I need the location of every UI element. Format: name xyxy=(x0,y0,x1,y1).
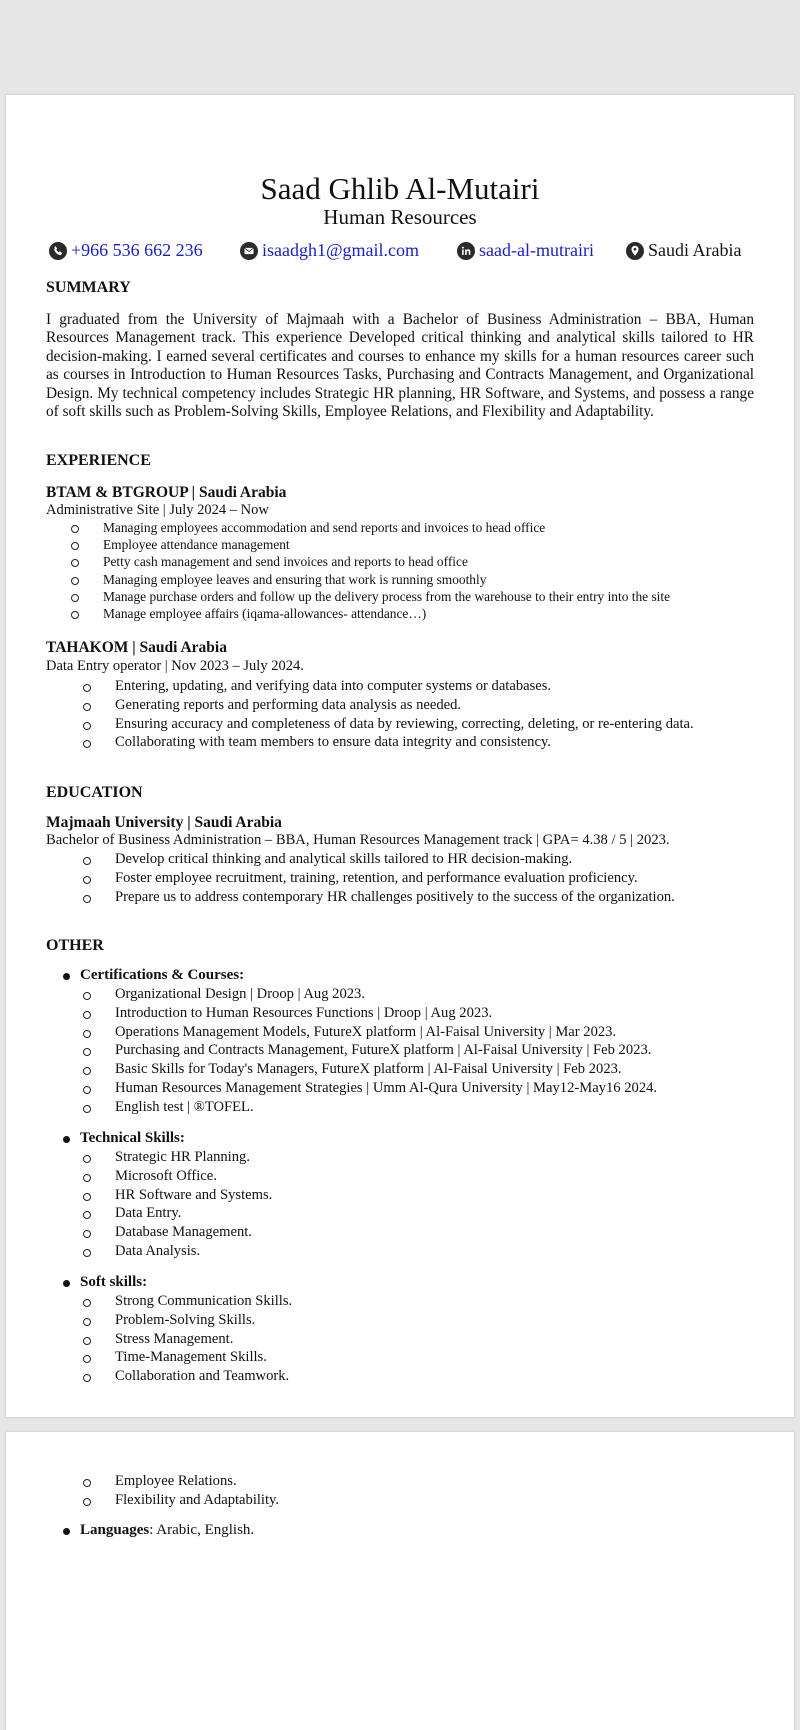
languages-line xyxy=(64,1522,255,1539)
education-heading: EDUCATION xyxy=(46,784,143,801)
education-degree: Bachelor of Business Administration – BBA, Human Resources Management track | GPA= 4.38 / 5 | 2023. xyxy=(46,832,670,848)
list-item: Employee Relations. xyxy=(81,1472,781,1491)
contact-phone[interactable] xyxy=(49,240,203,261)
contact-linkedin[interactable] xyxy=(457,240,594,261)
candidate-name: Saad Ghlib Al-Mutairi xyxy=(260,171,540,206)
job-2-duties xyxy=(81,677,781,752)
list-item: Data Analysis. xyxy=(81,1242,781,1261)
location-text: Saudi Arabia xyxy=(648,240,742,260)
phone-icon xyxy=(49,242,67,260)
list-item: Collaborating with team members to ensure data integrity and consistency. xyxy=(81,733,781,752)
contact-email[interactable] xyxy=(240,240,419,261)
education-outcomes xyxy=(81,850,781,906)
list-item: Stress Management. xyxy=(81,1330,781,1349)
list-item: Operations Management Models, FutureX platform | Al-Faisal University | Mar 2023. xyxy=(81,1023,781,1042)
list-item: Purchasing and Contracts Management, FutureX platform | Al-Faisal University | Feb 2023. xyxy=(81,1041,781,1060)
list-item: Managing employees accommodation and send reports and invoices to head office xyxy=(69,519,769,536)
list-item: Prepare us to address contemporary HR challenges positively to the success of the organization. xyxy=(81,888,781,907)
linkedin-link[interactable]: saad-al-mutrairi xyxy=(479,240,594,260)
experience-heading: EXPERIENCE xyxy=(46,452,151,469)
soft-skills-list xyxy=(81,1292,781,1386)
languages-label: Languages xyxy=(80,1522,150,1538)
job-1-org: BTAM & BTGROUP | Saudi Arabia xyxy=(46,484,287,501)
resume-page-1 xyxy=(6,95,794,1417)
list-item: Collaboration and Teamwork. xyxy=(81,1367,781,1386)
email-link[interactable]: isaadgh1@gmail.com xyxy=(262,240,420,260)
list-item: Develop critical thinking and analytical skills tailored to HR decision-making. xyxy=(81,850,781,869)
list-item: Managing employee leaves and ensuring that work is running smoothly xyxy=(69,571,769,588)
technical-skills-label: Technical Skills: xyxy=(64,1130,169,1147)
job-1-duties xyxy=(69,519,769,622)
list-item: HR Software and Systems. xyxy=(81,1186,781,1205)
list-item: Organizational Design | Droop | Aug 2023. xyxy=(81,985,781,1004)
list-item: Introduction to Human Resources Functions | Droop | Aug 2023. xyxy=(81,1004,781,1023)
job-2-role: Data Entry operator | Nov 2023 – July 2024. xyxy=(46,658,304,674)
candidate-title: Human Resources xyxy=(323,205,477,229)
languages-value: : Arabic, English. xyxy=(149,1522,255,1538)
soft-skills-list-continued xyxy=(81,1472,781,1510)
list-item: Entering, updating, and verifying data into computer systems or databases. xyxy=(81,677,781,696)
job-1-role: Administrative Site | July 2024 – Now xyxy=(46,502,269,518)
list-item: Petty cash management and send invoices and reports to head office xyxy=(69,553,769,570)
email-icon xyxy=(240,242,258,260)
list-item: Microsoft Office. xyxy=(81,1167,781,1186)
list-item: Data Entry. xyxy=(81,1204,781,1223)
list-item: Generating reports and performing data analysis as needed. xyxy=(81,696,781,715)
summary-text: I graduated from the University of Majmaah with a Bachelor of Business Administration – BBA, Human Resources Management track. This experience Developed critical thinking and analytical skills tailored to HR decision-making. I earned several certificates and courses to enhance my skills for a human resources career such as courses in Introduction to Human Resources Tasks, Purchasing and Contracts Management, and Organizational Design. My technical competency includes Strategic HR planning, HR Software, and Systems, and possess a range of soft skills such as Problem-Solving Skills, Employee Relations, and Flexibility and Adaptability. xyxy=(46,311,754,421)
resume-page-2 xyxy=(6,1432,794,1730)
technical-skills-list xyxy=(81,1148,781,1261)
list-item: Strategic HR Planning. xyxy=(81,1148,781,1167)
list-item: Time-Management Skills. xyxy=(81,1348,781,1367)
list-item: Database Management. xyxy=(81,1223,781,1242)
list-item: Employee attendance management xyxy=(69,536,769,553)
list-item: Basic Skills for Today's Managers, FutureX platform | Al-Faisal University | Feb 2023. xyxy=(81,1060,781,1079)
certifications-label: Certifications & Courses: xyxy=(64,967,228,984)
list-item: Foster employee recruitment, training, retention, and performance evaluation proficiency. xyxy=(81,869,781,888)
summary-heading: SUMMARY xyxy=(46,279,131,296)
list-item: Ensuring accuracy and completeness of data by reviewing, correcting, deleting, or re-entering data. xyxy=(81,715,781,734)
certifications-list xyxy=(81,985,781,1117)
list-item: Manage employee affairs (iqama-allowances- attendance…) xyxy=(69,605,769,622)
job-2-org: TAHAKOM | Saudi Arabia xyxy=(46,639,227,656)
list-item: Problem-Solving Skills. xyxy=(81,1311,781,1330)
list-item: Flexibility and Adaptability. xyxy=(81,1491,781,1510)
other-heading: OTHER xyxy=(46,937,104,954)
list-item: Human Resources Management Strategies | Umm Al-Qura University | May12-May16 2024. xyxy=(81,1079,781,1098)
list-item: Manage purchase orders and follow up the delivery process from the warehouse to their entry into the site xyxy=(69,588,769,605)
education-school: Majmaah University | Saudi Arabia xyxy=(46,814,282,831)
list-item: English test | ®TOFEL. xyxy=(81,1098,781,1117)
location-pin-icon xyxy=(626,242,644,260)
contact-location xyxy=(626,240,741,261)
phone-link[interactable]: +966 536 662 236 xyxy=(71,240,203,260)
contact-row xyxy=(6,240,794,264)
linkedin-icon xyxy=(457,242,475,260)
list-item: Strong Communication Skills. xyxy=(81,1292,781,1311)
soft-skills-label: Soft skills: xyxy=(64,1274,131,1291)
